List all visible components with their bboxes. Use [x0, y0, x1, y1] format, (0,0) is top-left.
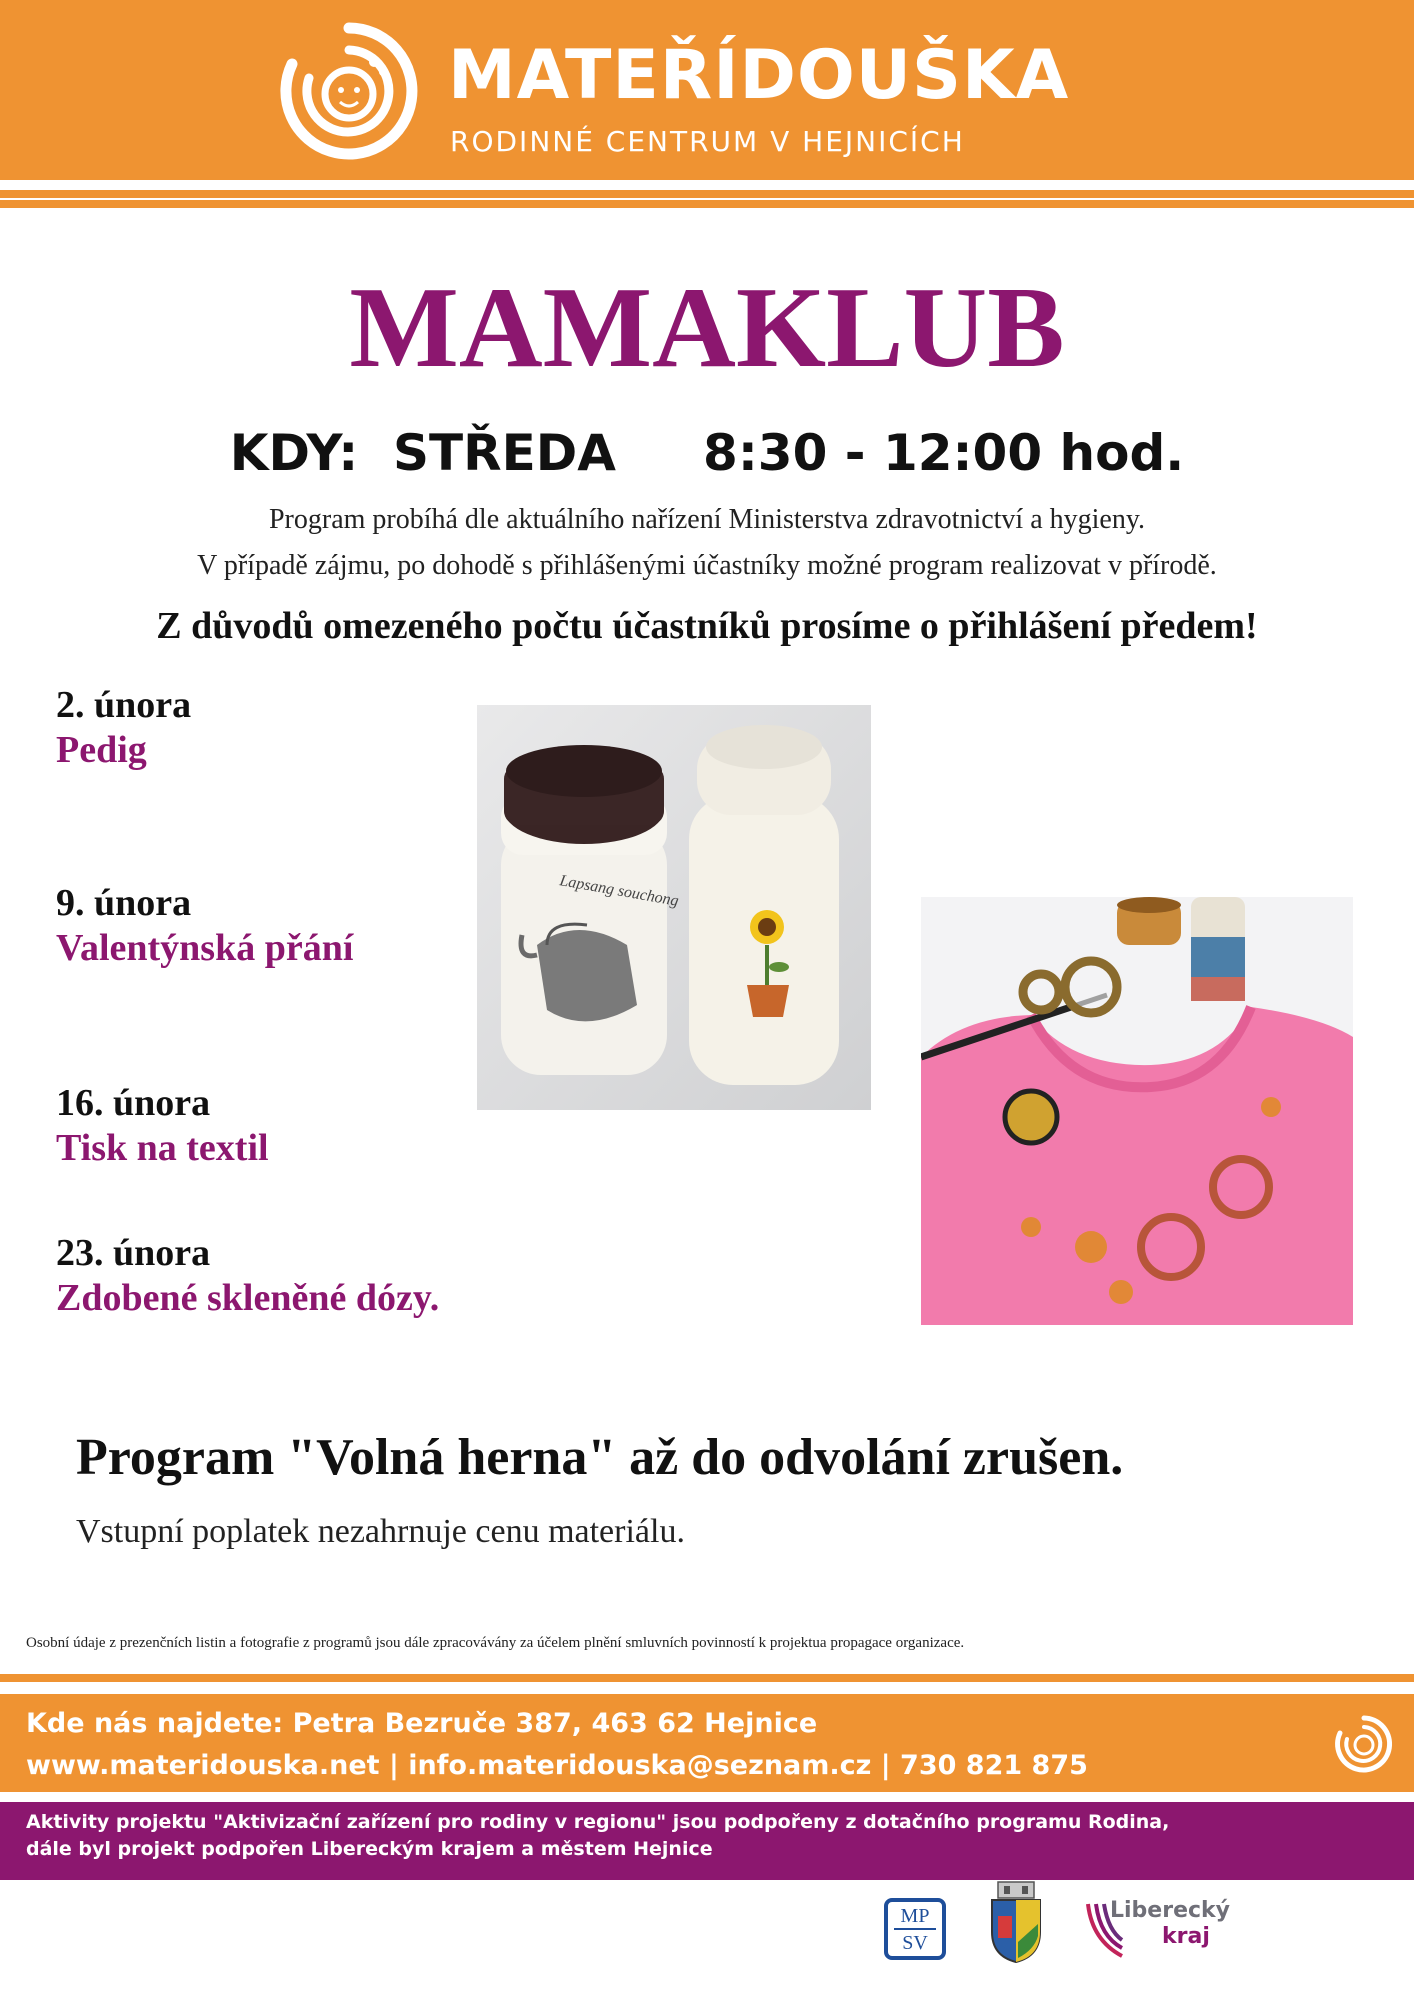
liberecky-kraj-logo: [1084, 1900, 1234, 1960]
program-name-2: Valentýnská přání: [56, 927, 354, 969]
address-text: Kde nás najdete: Petra Bezruče 387, 463 62 Hejnice: [26, 1708, 818, 1739]
info-line-2: V případě zájmu, po dohodě s přihlášenými účastníky možné program realizovat v přírodě.: [197, 550, 1217, 581]
liberecky-kraj-logo-bottom: kraj: [1162, 1924, 1210, 1949]
page-title: MAMAKLUB: [349, 264, 1065, 392]
info-line-1: Program probíhá dle aktuálního nařízení Ministerstva zdravotnictví a hygieny.: [268, 504, 1146, 535]
materidouska-logo-icon: [278, 20, 420, 162]
svg-text:Lapsang souchong: Lapsang souchong: [558, 872, 680, 910]
program-name-3: Tisk na textil: [56, 1127, 269, 1169]
header-divider: [0, 190, 1414, 198]
decorated-jars-photo: [477, 705, 871, 1110]
printed-tshirt-photo: [921, 897, 1353, 1325]
mpsv-logo-bottom: SV: [902, 1932, 928, 1954]
fee-notice: Vstupní poplatek nezahrnuje cenu materiálu.: [76, 1513, 685, 1550]
mpsv-logo-top: MP: [900, 1905, 930, 1927]
program-name-1: Pedig: [56, 729, 147, 771]
contacts-text: www.materidouska.net | info.materidouska@seznam.cz | 730 821 875: [26, 1750, 1088, 1781]
header-divider-2: [0, 200, 1414, 208]
program-date-3: 16. února: [56, 1082, 211, 1124]
registration-notice: Z důvodů omezeného počtu účastníků prosíme o přihlášení předem!: [156, 605, 1258, 647]
gdpr-notice: Osobní údaje z prezenčních listin a fotografie z programů jsou dále zpracovávány za účelem plnění smluvních povinností k projektua propagace organizace.: [26, 1635, 965, 1651]
program-date-4: 23. února: [56, 1232, 211, 1274]
program-date-2: 9. února: [56, 882, 192, 924]
program-name-4: Zdobené skleněné dózy.: [56, 1277, 440, 1319]
materidouska-small-logo-icon: [1334, 1714, 1394, 1774]
cancellation-notice: Program "Volná herna" až do odvolání zrušen.: [76, 1429, 1124, 1486]
mpsv-logo: [884, 1898, 946, 1960]
support-line-2: dále byl projekt podpořen Libereckým krajem a městem Hejnice: [26, 1838, 713, 1860]
brand-name: MATEŘÍDOUŠKA: [448, 36, 1070, 115]
liberecky-kraj-logo-top: Liberecký: [1110, 1898, 1231, 1923]
brand-subtitle: RODINNÉ CENTRUM V HEJNICÍCH: [450, 125, 965, 158]
program-date-1: 2. února: [56, 684, 192, 726]
support-line-1: Aktivity projektu "Aktivizační zařízení pro rodiny v regionu" jsou podpořeny z dotačního programu Rodina,: [26, 1811, 1170, 1833]
schedule-time: KDY: STŘEDA 8:30 - 12:00 hod.: [229, 424, 1185, 482]
hejnice-coat-of-arms-icon: [988, 1880, 1044, 1964]
footer-divider: [0, 1674, 1414, 1682]
